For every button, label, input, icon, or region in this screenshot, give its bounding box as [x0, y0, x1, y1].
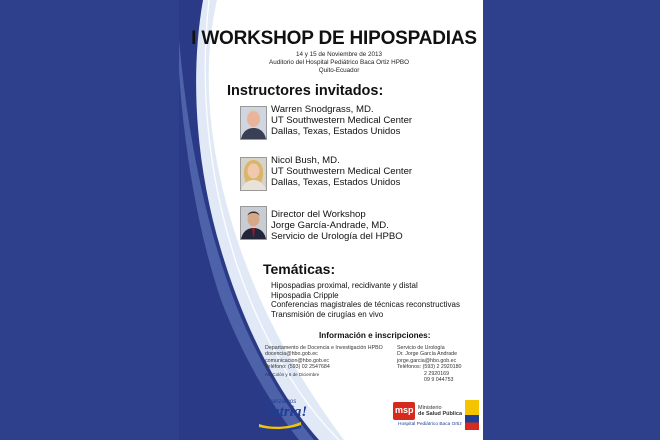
contact-doctor: Dr. Jorge García Andrade	[397, 351, 458, 358]
contact-phone: 2 2920169	[424, 370, 450, 377]
instructor-name: Nicol Bush, MD.	[271, 155, 340, 166]
hospital-name: Hospital Pediátrico Baca Ortiz	[398, 422, 462, 427]
director-role: Director del Workshop	[271, 209, 366, 220]
contact-phone: 09 9 044753	[424, 377, 454, 383]
director-name: Jorge García-Andrade, MD.	[271, 220, 389, 231]
ecuador-flag-icon	[465, 400, 479, 430]
topic-item: Transmisión de cirugías en vivo	[271, 309, 384, 319]
topics-heading: Temáticas:	[263, 261, 336, 277]
msp-logo-letters: msp	[395, 405, 414, 415]
contact-service: Servicio de Urología	[397, 345, 445, 351]
instructor-photo	[240, 106, 267, 140]
instructor-name: Warren Snodgrass, MD.	[271, 104, 374, 115]
patria-logo-text: Patria!	[263, 404, 308, 420]
instructor-affiliation: UT Southwestern Medical Center	[271, 166, 413, 177]
contact-email: comunicacion@hbo.gob.ec	[265, 357, 329, 364]
event-date: 14 y 15 de Noviembre de 2013	[295, 51, 383, 58]
contact-email: jorge.garcia@hbo.gob.ec	[397, 357, 457, 364]
contact-email: docencia@hbo.gob.ec	[265, 351, 318, 358]
workshop-poster	[179, 0, 483, 440]
instructor-photo	[240, 157, 267, 191]
contact-address: Av. Colón y 6 de Diciembre	[265, 371, 320, 377]
instructor-affiliation: UT Southwestern Medical Center	[271, 115, 413, 126]
topic-item: Conferencias magistrales de técnicas reconstructivas	[271, 300, 460, 309]
instructor-location: Dallas, Texas, Estados Unidos	[271, 126, 401, 137]
contact-phone: Teléfonos: (593) 2 2920180	[397, 364, 462, 371]
poster-title: I WORKSHOP DE HIPOSPADIAS	[191, 28, 477, 49]
director-photo	[240, 206, 267, 240]
topic-item: Hipospadias proximal, recidivante y distal	[271, 281, 418, 290]
instructors-heading: Instructores invitados:	[227, 83, 384, 99]
contact-dept: Departamento de Docencia e Investigación HPBO	[265, 345, 383, 351]
topic-item: Hipospadia Cripple	[271, 290, 339, 300]
ministry-line-1: Ministerio	[418, 405, 442, 411]
msp-logo	[393, 400, 479, 430]
info-heading: Información e inscripciones:	[319, 331, 431, 340]
patria-logo	[257, 398, 327, 430]
contact-phone: Teléfono: (593) 02 2547684	[265, 364, 330, 371]
event-city: Quito-Ecuador	[318, 67, 360, 74]
ministry-line-2: de Salud Pública	[418, 411, 463, 417]
director-affiliation: Servicio de Urología del HPBO	[271, 231, 403, 242]
instructor-location: Dallas, Texas, Estados Unidos	[271, 177, 401, 188]
patria-logo-tagline: Avanzamos	[265, 399, 297, 405]
event-venue: Auditorio del Hospital Pediátrico Baca Ortiz HPBO	[269, 59, 409, 66]
